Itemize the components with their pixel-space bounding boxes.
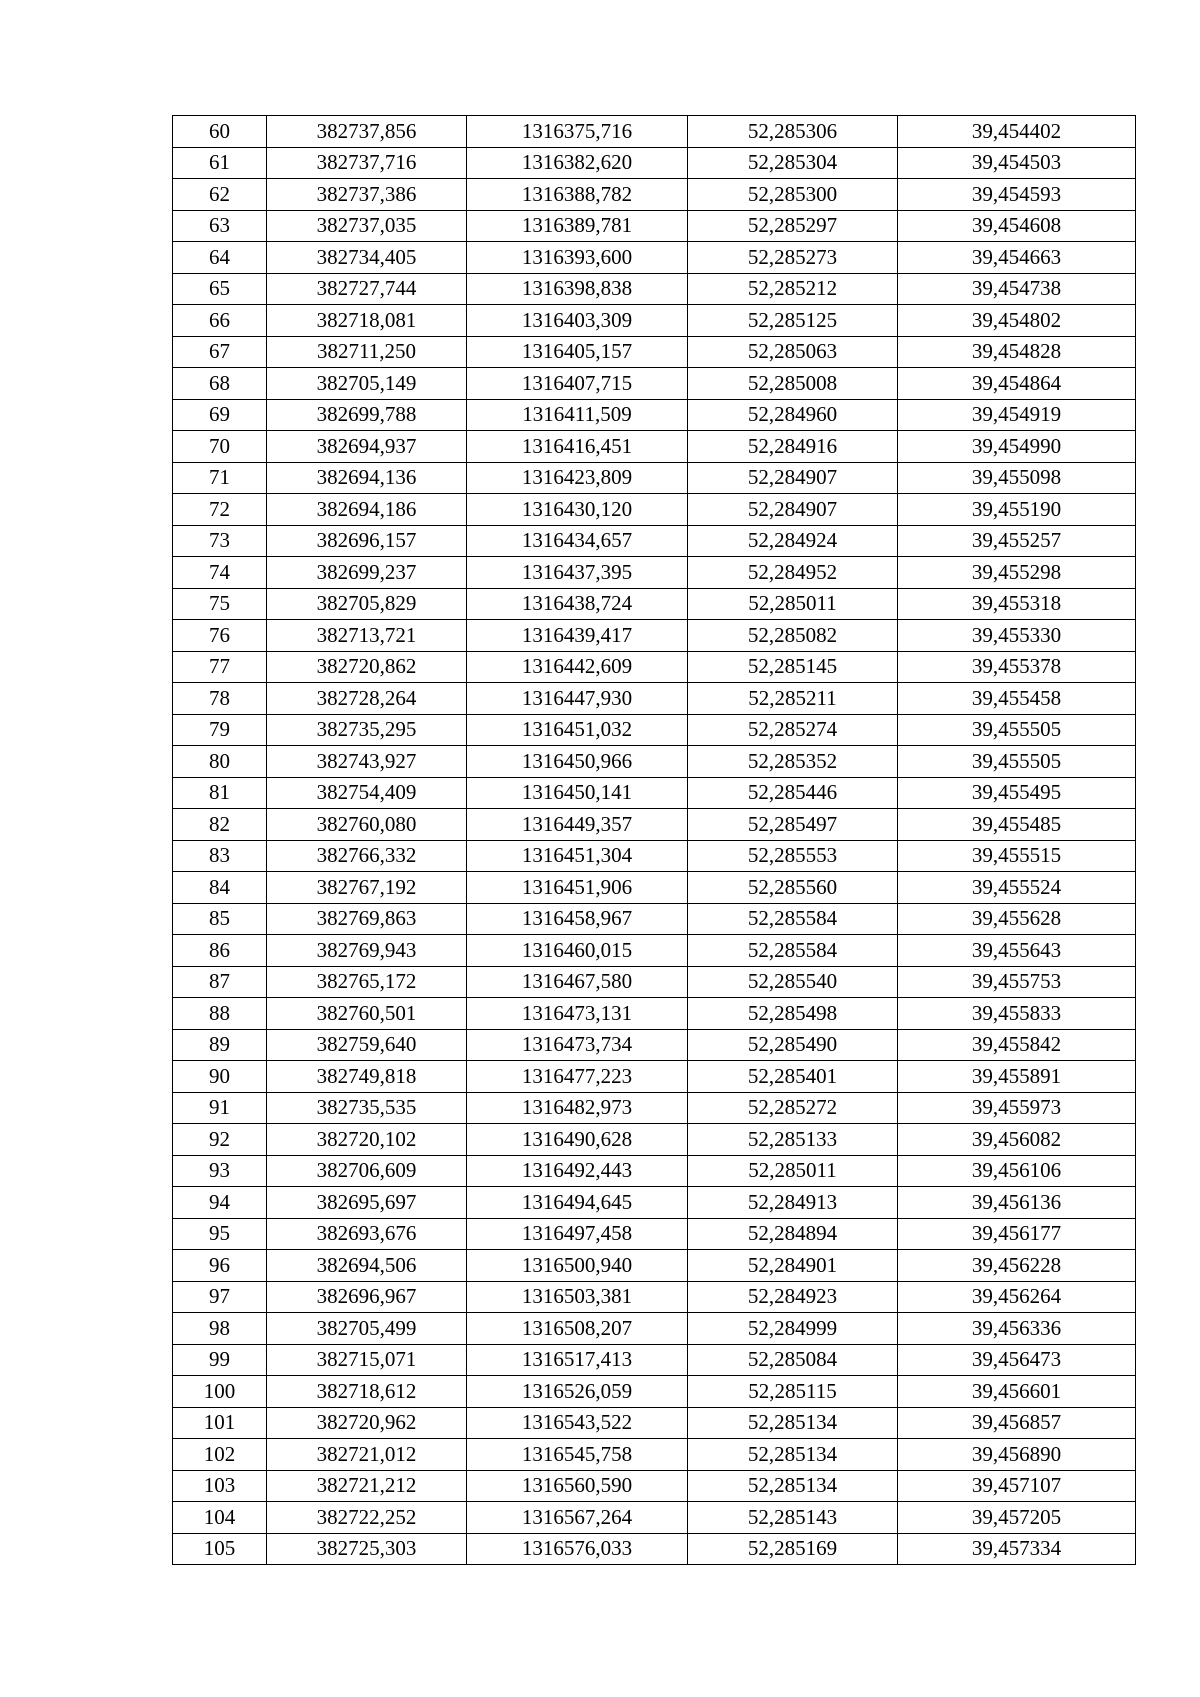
longitude-cell: 39,456857: [898, 1407, 1136, 1439]
latitude-cell: 52,285011: [688, 1155, 898, 1187]
y-coordinate-cell: 1316438,724: [467, 588, 688, 620]
latitude-cell: 52,285553: [688, 840, 898, 872]
table-row: [173, 1407, 1136, 1439]
x-coordinate-cell: 382720,962: [267, 1407, 467, 1439]
point-number-cell: 102: [173, 1439, 267, 1471]
longitude-cell: 39,455643: [898, 935, 1136, 967]
longitude-cell: 39,454990: [898, 431, 1136, 463]
x-coordinate-cell: 382694,506: [267, 1250, 467, 1282]
longitude-cell: 39,455753: [898, 966, 1136, 998]
point-number-cell: 66: [173, 305, 267, 337]
x-coordinate-cell: 382696,967: [267, 1281, 467, 1313]
table-row: [173, 746, 1136, 778]
y-coordinate-cell: 1316393,600: [467, 242, 688, 274]
longitude-cell: 39,455378: [898, 651, 1136, 683]
point-number-cell: 100: [173, 1376, 267, 1408]
point-number-cell: 89: [173, 1029, 267, 1061]
table-row: [173, 399, 1136, 431]
point-number-cell: 76: [173, 620, 267, 652]
x-coordinate-cell: 382720,102: [267, 1124, 467, 1156]
x-coordinate-cell: 382727,744: [267, 273, 467, 305]
y-coordinate-cell: 1316490,628: [467, 1124, 688, 1156]
latitude-cell: 52,285498: [688, 998, 898, 1030]
longitude-cell: 39,455318: [898, 588, 1136, 620]
point-number-cell: 81: [173, 777, 267, 809]
y-coordinate-cell: 1316451,906: [467, 872, 688, 904]
latitude-cell: 52,285134: [688, 1470, 898, 1502]
point-number-cell: 83: [173, 840, 267, 872]
y-coordinate-cell: 1316458,967: [467, 903, 688, 935]
coordinates-table-body: [173, 116, 1136, 1565]
x-coordinate-cell: 382737,035: [267, 210, 467, 242]
x-coordinate-cell: 382705,149: [267, 368, 467, 400]
longitude-cell: 39,455515: [898, 840, 1136, 872]
x-coordinate-cell: 382735,295: [267, 714, 467, 746]
x-coordinate-cell: 382720,862: [267, 651, 467, 683]
y-coordinate-cell: 1316482,973: [467, 1092, 688, 1124]
point-number-cell: 91: [173, 1092, 267, 1124]
y-coordinate-cell: 1316405,157: [467, 336, 688, 368]
point-number-cell: 95: [173, 1218, 267, 1250]
point-number-cell: 90: [173, 1061, 267, 1093]
y-coordinate-cell: 1316398,838: [467, 273, 688, 305]
point-number-cell: 64: [173, 242, 267, 274]
longitude-cell: 39,455505: [898, 746, 1136, 778]
point-number-cell: 94: [173, 1187, 267, 1219]
table-row: [173, 179, 1136, 211]
y-coordinate-cell: 1316576,033: [467, 1533, 688, 1565]
latitude-cell: 52,284907: [688, 494, 898, 526]
x-coordinate-cell: 382769,863: [267, 903, 467, 935]
x-coordinate-cell: 382767,192: [267, 872, 467, 904]
y-coordinate-cell: 1316434,657: [467, 525, 688, 557]
x-coordinate-cell: 382760,080: [267, 809, 467, 841]
latitude-cell: 52,285401: [688, 1061, 898, 1093]
latitude-cell: 52,285540: [688, 966, 898, 998]
point-number-cell: 60: [173, 116, 267, 148]
latitude-cell: 52,285211: [688, 683, 898, 715]
y-coordinate-cell: 1316460,015: [467, 935, 688, 967]
x-coordinate-cell: 382749,818: [267, 1061, 467, 1093]
point-number-cell: 85: [173, 903, 267, 935]
table-row: [173, 809, 1136, 841]
latitude-cell: 52,285584: [688, 935, 898, 967]
table-row: [173, 431, 1136, 463]
longitude-cell: 39,454593: [898, 179, 1136, 211]
latitude-cell: 52,285008: [688, 368, 898, 400]
x-coordinate-cell: 382695,697: [267, 1187, 467, 1219]
point-number-cell: 71: [173, 462, 267, 494]
table-row: [173, 903, 1136, 935]
longitude-cell: 39,454919: [898, 399, 1136, 431]
longitude-cell: 39,455257: [898, 525, 1136, 557]
longitude-cell: 39,454608: [898, 210, 1136, 242]
point-number-cell: 68: [173, 368, 267, 400]
table-row: [173, 147, 1136, 179]
latitude-cell: 52,285497: [688, 809, 898, 841]
table-row: [173, 494, 1136, 526]
latitude-cell: 52,284916: [688, 431, 898, 463]
x-coordinate-cell: 382725,303: [267, 1533, 467, 1565]
longitude-cell: 39,456601: [898, 1376, 1136, 1408]
longitude-cell: 39,457107: [898, 1470, 1136, 1502]
table-row: [173, 1344, 1136, 1376]
latitude-cell: 52,284960: [688, 399, 898, 431]
table-row: [173, 242, 1136, 274]
latitude-cell: 52,285273: [688, 242, 898, 274]
point-number-cell: 80: [173, 746, 267, 778]
latitude-cell: 52,284923: [688, 1281, 898, 1313]
y-coordinate-cell: 1316388,782: [467, 179, 688, 211]
longitude-cell: 39,454663: [898, 242, 1136, 274]
table-row: [173, 1061, 1136, 1093]
x-coordinate-cell: 382705,829: [267, 588, 467, 620]
y-coordinate-cell: 1316437,395: [467, 557, 688, 589]
point-number-cell: 62: [173, 179, 267, 211]
longitude-cell: 39,455505: [898, 714, 1136, 746]
x-coordinate-cell: 382694,186: [267, 494, 467, 526]
table-row: [173, 935, 1136, 967]
latitude-cell: 52,285304: [688, 147, 898, 179]
table-row: [173, 840, 1136, 872]
y-coordinate-cell: 1316497,458: [467, 1218, 688, 1250]
longitude-cell: 39,456177: [898, 1218, 1136, 1250]
point-number-cell: 103: [173, 1470, 267, 1502]
table-row: [173, 651, 1136, 683]
y-coordinate-cell: 1316375,716: [467, 116, 688, 148]
table-row: [173, 1029, 1136, 1061]
latitude-cell: 52,284952: [688, 557, 898, 589]
coordinates-table: [172, 115, 1136, 1565]
longitude-cell: 39,455833: [898, 998, 1136, 1030]
y-coordinate-cell: 1316450,966: [467, 746, 688, 778]
point-number-cell: 63: [173, 210, 267, 242]
y-coordinate-cell: 1316450,141: [467, 777, 688, 809]
x-coordinate-cell: 382760,501: [267, 998, 467, 1030]
latitude-cell: 52,285134: [688, 1407, 898, 1439]
y-coordinate-cell: 1316439,417: [467, 620, 688, 652]
longitude-cell: 39,457205: [898, 1502, 1136, 1534]
table-row: [173, 966, 1136, 998]
longitude-cell: 39,455628: [898, 903, 1136, 935]
y-coordinate-cell: 1316508,207: [467, 1313, 688, 1345]
point-number-cell: 92: [173, 1124, 267, 1156]
latitude-cell: 52,285272: [688, 1092, 898, 1124]
table-row: [173, 1502, 1136, 1534]
longitude-cell: 39,455485: [898, 809, 1136, 841]
y-coordinate-cell: 1316560,590: [467, 1470, 688, 1502]
table-row: [173, 1187, 1136, 1219]
x-coordinate-cell: 382722,252: [267, 1502, 467, 1534]
latitude-cell: 52,285212: [688, 273, 898, 305]
longitude-cell: 39,455190: [898, 494, 1136, 526]
latitude-cell: 52,284913: [688, 1187, 898, 1219]
y-coordinate-cell: 1316403,309: [467, 305, 688, 337]
longitude-cell: 39,455495: [898, 777, 1136, 809]
y-coordinate-cell: 1316382,620: [467, 147, 688, 179]
table-row: [173, 210, 1136, 242]
y-coordinate-cell: 1316473,734: [467, 1029, 688, 1061]
x-coordinate-cell: 382721,212: [267, 1470, 467, 1502]
longitude-cell: 39,456082: [898, 1124, 1136, 1156]
longitude-cell: 39,457334: [898, 1533, 1136, 1565]
table-row: [173, 1439, 1136, 1471]
x-coordinate-cell: 382765,172: [267, 966, 467, 998]
point-number-cell: 70: [173, 431, 267, 463]
longitude-cell: 39,454503: [898, 147, 1136, 179]
table-row: [173, 588, 1136, 620]
point-number-cell: 98: [173, 1313, 267, 1345]
latitude-cell: 52,284999: [688, 1313, 898, 1345]
point-number-cell: 65: [173, 273, 267, 305]
y-coordinate-cell: 1316492,443: [467, 1155, 688, 1187]
latitude-cell: 52,285352: [688, 746, 898, 778]
x-coordinate-cell: 382693,676: [267, 1218, 467, 1250]
latitude-cell: 52,284907: [688, 462, 898, 494]
y-coordinate-cell: 1316567,264: [467, 1502, 688, 1534]
x-coordinate-cell: 382694,937: [267, 431, 467, 463]
latitude-cell: 52,285115: [688, 1376, 898, 1408]
x-coordinate-cell: 382718,612: [267, 1376, 467, 1408]
point-number-cell: 84: [173, 872, 267, 904]
x-coordinate-cell: 382711,250: [267, 336, 467, 368]
point-number-cell: 86: [173, 935, 267, 967]
longitude-cell: 39,454864: [898, 368, 1136, 400]
y-coordinate-cell: 1316451,304: [467, 840, 688, 872]
x-coordinate-cell: 382728,264: [267, 683, 467, 715]
y-coordinate-cell: 1316449,357: [467, 809, 688, 841]
table-row: [173, 1376, 1136, 1408]
longitude-cell: 39,456264: [898, 1281, 1136, 1313]
table-row: [173, 714, 1136, 746]
table-row: [173, 683, 1136, 715]
point-number-cell: 82: [173, 809, 267, 841]
x-coordinate-cell: 382737,716: [267, 147, 467, 179]
table-row: [173, 116, 1136, 148]
y-coordinate-cell: 1316447,930: [467, 683, 688, 715]
y-coordinate-cell: 1316430,120: [467, 494, 688, 526]
point-number-cell: 105: [173, 1533, 267, 1565]
latitude-cell: 52,285145: [688, 651, 898, 683]
x-coordinate-cell: 382754,409: [267, 777, 467, 809]
longitude-cell: 39,455973: [898, 1092, 1136, 1124]
point-number-cell: 104: [173, 1502, 267, 1534]
x-coordinate-cell: 382694,136: [267, 462, 467, 494]
y-coordinate-cell: 1316494,645: [467, 1187, 688, 1219]
table-row: [173, 872, 1136, 904]
point-number-cell: 97: [173, 1281, 267, 1313]
point-number-cell: 88: [173, 998, 267, 1030]
latitude-cell: 52,284924: [688, 525, 898, 557]
longitude-cell: 39,454828: [898, 336, 1136, 368]
x-coordinate-cell: 382743,927: [267, 746, 467, 778]
x-coordinate-cell: 382713,721: [267, 620, 467, 652]
latitude-cell: 52,285274: [688, 714, 898, 746]
longitude-cell: 39,454802: [898, 305, 1136, 337]
point-number-cell: 93: [173, 1155, 267, 1187]
point-number-cell: 75: [173, 588, 267, 620]
latitude-cell: 52,284901: [688, 1250, 898, 1282]
table-row: [173, 998, 1136, 1030]
point-number-cell: 79: [173, 714, 267, 746]
point-number-cell: 67: [173, 336, 267, 368]
x-coordinate-cell: 382734,405: [267, 242, 467, 274]
longitude-cell: 39,456890: [898, 1439, 1136, 1471]
x-coordinate-cell: 382696,157: [267, 525, 467, 557]
latitude-cell: 52,285490: [688, 1029, 898, 1061]
y-coordinate-cell: 1316473,131: [467, 998, 688, 1030]
longitude-cell: 39,455330: [898, 620, 1136, 652]
latitude-cell: 52,285169: [688, 1533, 898, 1565]
y-coordinate-cell: 1316467,580: [467, 966, 688, 998]
x-coordinate-cell: 382699,788: [267, 399, 467, 431]
longitude-cell: 39,454738: [898, 273, 1136, 305]
y-coordinate-cell: 1316451,032: [467, 714, 688, 746]
y-coordinate-cell: 1316477,223: [467, 1061, 688, 1093]
latitude-cell: 52,285446: [688, 777, 898, 809]
latitude-cell: 52,285300: [688, 179, 898, 211]
latitude-cell: 52,285082: [688, 620, 898, 652]
table-row: [173, 777, 1136, 809]
latitude-cell: 52,285084: [688, 1344, 898, 1376]
y-coordinate-cell: 1316389,781: [467, 210, 688, 242]
y-coordinate-cell: 1316503,381: [467, 1281, 688, 1313]
longitude-cell: 39,456336: [898, 1313, 1136, 1345]
x-coordinate-cell: 382759,640: [267, 1029, 467, 1061]
x-coordinate-cell: 382735,535: [267, 1092, 467, 1124]
latitude-cell: 52,285143: [688, 1502, 898, 1534]
longitude-cell: 39,455842: [898, 1029, 1136, 1061]
x-coordinate-cell: 382769,943: [267, 935, 467, 967]
table-row: [173, 525, 1136, 557]
latitude-cell: 52,285125: [688, 305, 898, 337]
x-coordinate-cell: 382721,012: [267, 1439, 467, 1471]
table-row: [173, 1313, 1136, 1345]
point-number-cell: 61: [173, 147, 267, 179]
table-row: [173, 462, 1136, 494]
latitude-cell: 52,285560: [688, 872, 898, 904]
table-row: [173, 1470, 1136, 1502]
longitude-cell: 39,455298: [898, 557, 1136, 589]
point-number-cell: 69: [173, 399, 267, 431]
longitude-cell: 39,455524: [898, 872, 1136, 904]
latitude-cell: 52,284894: [688, 1218, 898, 1250]
longitude-cell: 39,455891: [898, 1061, 1136, 1093]
point-number-cell: 73: [173, 525, 267, 557]
latitude-cell: 52,285133: [688, 1124, 898, 1156]
table-row: [173, 1155, 1136, 1187]
longitude-cell: 39,454402: [898, 116, 1136, 148]
table-row: [173, 620, 1136, 652]
table-row: [173, 1218, 1136, 1250]
y-coordinate-cell: 1316407,715: [467, 368, 688, 400]
table-row: [173, 557, 1136, 589]
point-number-cell: 72: [173, 494, 267, 526]
longitude-cell: 39,455098: [898, 462, 1136, 494]
x-coordinate-cell: 382705,499: [267, 1313, 467, 1345]
point-number-cell: 87: [173, 966, 267, 998]
point-number-cell: 77: [173, 651, 267, 683]
x-coordinate-cell: 382766,332: [267, 840, 467, 872]
point-number-cell: 78: [173, 683, 267, 715]
table-row: [173, 1124, 1136, 1156]
latitude-cell: 52,285306: [688, 116, 898, 148]
longitude-cell: 39,456473: [898, 1344, 1136, 1376]
x-coordinate-cell: 382737,856: [267, 116, 467, 148]
y-coordinate-cell: 1316442,609: [467, 651, 688, 683]
y-coordinate-cell: 1316526,059: [467, 1376, 688, 1408]
latitude-cell: 52,285011: [688, 588, 898, 620]
point-number-cell: 99: [173, 1344, 267, 1376]
longitude-cell: 39,456136: [898, 1187, 1136, 1219]
latitude-cell: 52,285134: [688, 1439, 898, 1471]
longitude-cell: 39,456106: [898, 1155, 1136, 1187]
table-row: [173, 1092, 1136, 1124]
table-row: [173, 1281, 1136, 1313]
table-row: [173, 336, 1136, 368]
latitude-cell: 52,285584: [688, 903, 898, 935]
table-row: [173, 1533, 1136, 1565]
y-coordinate-cell: 1316517,413: [467, 1344, 688, 1376]
point-number-cell: 101: [173, 1407, 267, 1439]
x-coordinate-cell: 382706,609: [267, 1155, 467, 1187]
table-row: [173, 368, 1136, 400]
table-row: [173, 273, 1136, 305]
y-coordinate-cell: 1316500,940: [467, 1250, 688, 1282]
table-row: [173, 305, 1136, 337]
y-coordinate-cell: 1316545,758: [467, 1439, 688, 1471]
y-coordinate-cell: 1316423,809: [467, 462, 688, 494]
point-number-cell: 74: [173, 557, 267, 589]
latitude-cell: 52,285297: [688, 210, 898, 242]
x-coordinate-cell: 382715,071: [267, 1344, 467, 1376]
point-number-cell: 96: [173, 1250, 267, 1282]
longitude-cell: 39,455458: [898, 683, 1136, 715]
x-coordinate-cell: 382699,237: [267, 557, 467, 589]
table-row: [173, 1250, 1136, 1282]
x-coordinate-cell: 382737,386: [267, 179, 467, 211]
y-coordinate-cell: 1316411,509: [467, 399, 688, 431]
y-coordinate-cell: 1316543,522: [467, 1407, 688, 1439]
latitude-cell: 52,285063: [688, 336, 898, 368]
longitude-cell: 39,456228: [898, 1250, 1136, 1282]
x-coordinate-cell: 382718,081: [267, 305, 467, 337]
y-coordinate-cell: 1316416,451: [467, 431, 688, 463]
